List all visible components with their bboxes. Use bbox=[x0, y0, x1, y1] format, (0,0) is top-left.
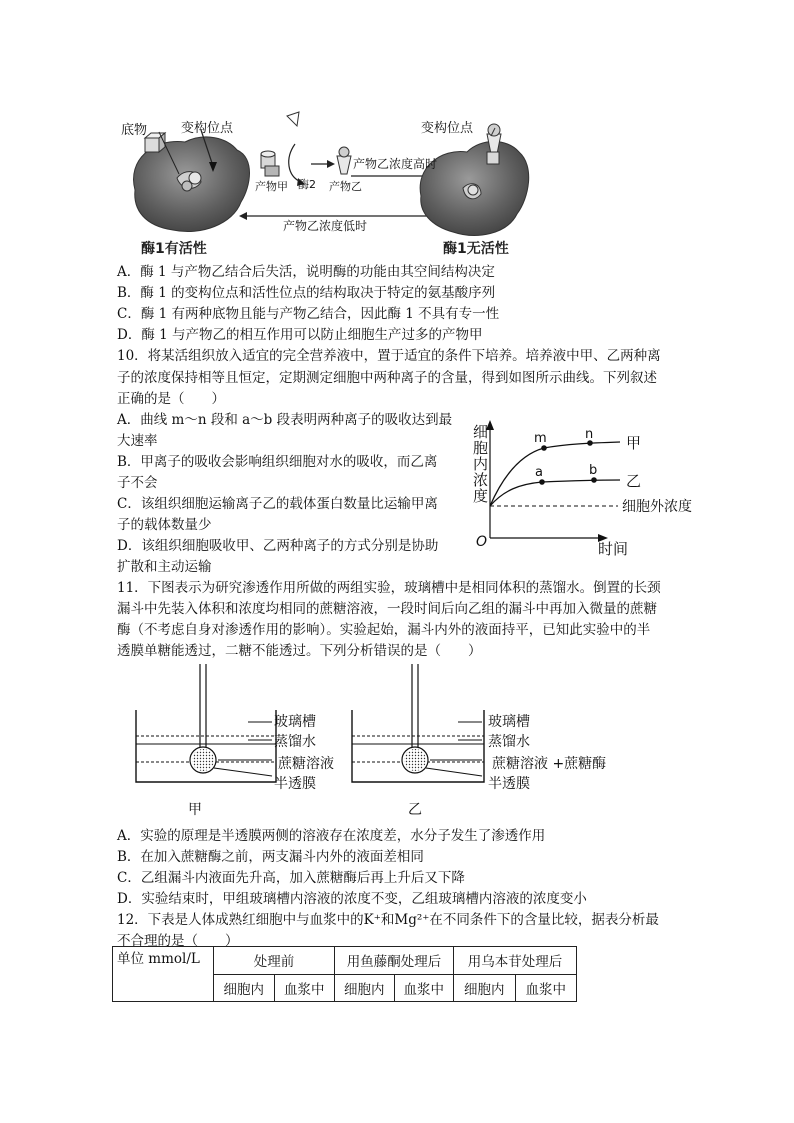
q12-stem-line-2: 不合理的是（ ） bbox=[117, 933, 239, 949]
point-m bbox=[541, 445, 547, 451]
setup-a-label-membrane: 半透膜 bbox=[274, 776, 316, 792]
q10-option-b-line-2: 子不会 bbox=[117, 475, 158, 491]
label-allosteric-right: 变构位点 bbox=[421, 121, 474, 136]
table-subheader: 细胞内 bbox=[454, 974, 516, 1002]
label-product-a: 产物甲 bbox=[255, 180, 288, 193]
q11-stem-line-3: 酶（不考虑自身对渗透作用的影响）。实验起始，漏斗内外的液面持平，已知此实验中的半 bbox=[117, 622, 651, 638]
setup-a-name: 甲 bbox=[188, 802, 202, 818]
series-yi-line bbox=[490, 480, 620, 506]
series-jia-line bbox=[490, 442, 620, 506]
q11-option-a: A．实验的原理是半透膜两侧的溶液存在浓度差，水分子发生了渗透作用 bbox=[117, 828, 546, 844]
point-b bbox=[591, 477, 597, 483]
setup-b-label-water: 蒸馏水 bbox=[488, 734, 530, 750]
q12-stem-line-1: 12．下表是人体成熟红细胞中与血浆中的K⁺和Mg²⁺在不同条件下的含量比较，据表分析最 bbox=[117, 912, 659, 928]
q11-option-b: B．在加入蔗糖酶之前，两支漏斗内外的液面差相同 bbox=[117, 849, 424, 865]
point-label-b: b bbox=[589, 463, 598, 478]
point-label-m: m bbox=[534, 431, 547, 446]
label-allosteric-left: 变构位点 bbox=[181, 121, 234, 136]
point-a bbox=[539, 479, 545, 485]
q11-option-c: C．乙组漏斗内液面先升高，加入蔗糖酶后再上升后又下降 bbox=[117, 870, 465, 886]
q11-stem-line-1: 11．下图表示为研究渗透作用所做的两组实验，玻璃槽中是相同体积的蒸馏水。倒置的长颈 bbox=[117, 580, 661, 596]
q10-option-c-line-2: 子的载体数量少 bbox=[117, 517, 212, 533]
q10-option-a-line-2: 大速率 bbox=[117, 433, 158, 449]
ion-content-table bbox=[112, 946, 577, 1002]
setup-b-label-trough: 玻璃槽 bbox=[488, 714, 530, 730]
series-name-yi: 乙 bbox=[626, 472, 642, 490]
table-subheader: 血浆中 bbox=[394, 974, 454, 1002]
setup-a-label-trough: 玻璃槽 bbox=[274, 714, 316, 730]
table-subheader: 血浆中 bbox=[515, 974, 577, 1002]
ion-concentration-chart bbox=[470, 420, 710, 560]
label-product-b: 产物乙 bbox=[329, 180, 362, 193]
series-name-jia: 甲 bbox=[626, 434, 642, 452]
table-group-rotenone: 用鱼藤酮处理后 bbox=[335, 947, 454, 975]
reference-label: 细胞外浓度 bbox=[622, 499, 692, 515]
q9-option-a: A．酶 1 与产物乙结合后失活，说明酶的功能由其空间结构决定 bbox=[117, 264, 495, 280]
table-group-ouabain: 用乌本苷处理后 bbox=[454, 947, 577, 975]
caption-enzyme-inactive: 酶1无活性 bbox=[443, 241, 509, 257]
label-high-arrow: 产物乙浓度高时 bbox=[353, 157, 438, 171]
chart-y-label: 细胞内浓度 bbox=[471, 424, 489, 504]
table-subheader: 细胞内 bbox=[214, 974, 275, 1002]
caption-enzyme-active: 酶1有活性 bbox=[141, 241, 207, 257]
table-group-before: 处理前 bbox=[214, 947, 335, 975]
q10-stem-line-3: 正确的是（ ） bbox=[117, 391, 225, 407]
q10-option-d-line-2: 扩散和主动运输 bbox=[117, 559, 212, 575]
q10-stem-line-2: 子的浓度保持相等且恒定，定期测定细胞中两种离子的含量，得到如图所示曲线。下列叙述 bbox=[117, 370, 657, 386]
q11-stem-line-2: 漏斗中先装入体积和浓度均相同的蔗糖溶液，一段时间后向乙组的漏斗中再加入微量的蔗糖 bbox=[117, 601, 657, 617]
table-subheader: 血浆中 bbox=[274, 974, 335, 1002]
setup-a-label-water: 蒸馏水 bbox=[274, 734, 316, 750]
label-substrate: 底物 bbox=[121, 123, 148, 138]
q9-option-b: B．酶 1 的变构位点和活性位点的结构取决于特定的氨基酸序列 bbox=[117, 285, 496, 301]
chart-origin: O bbox=[476, 534, 488, 550]
q10-stem-line-1: 10．将某活组织放入适宜的完全营养液中，置于适宜的条件下培养。培养液中甲、乙两种离 bbox=[117, 348, 661, 364]
table-unit-cell: 单位 mmol/L bbox=[113, 947, 214, 1002]
point-label-a: a bbox=[535, 465, 543, 480]
q10-option-d-line-1: D．该组织细胞吸收甲、乙两种离子的方式分别是协助 bbox=[117, 538, 439, 554]
q11-option-d: D．实验结束时，甲组玻璃槽内溶液的浓度不变，乙组玻璃槽内溶液的浓度变小 bbox=[117, 891, 587, 907]
enzyme-figure bbox=[115, 108, 535, 260]
setup-b-name: 乙 bbox=[408, 802, 422, 818]
substrate-cube bbox=[145, 138, 159, 152]
label-enzyme2: 酶2 bbox=[298, 178, 316, 191]
q11-stem-line-4: 透膜单糖能透过，二糖不能透过。下列分析错误的是（ ） bbox=[117, 643, 482, 659]
q10-option-a-line-1: A．曲线 m～n 段和 a～b 段表明两种离子的吸收达到最 bbox=[117, 412, 453, 428]
setup-a-label-sucrose: 蔗糖溶液 bbox=[278, 756, 334, 772]
setup-b-label-membrane: 半透膜 bbox=[488, 776, 530, 792]
chart-x-label: 时间 bbox=[598, 540, 629, 558]
point-label-n: n bbox=[585, 427, 594, 442]
q9-option-d: D．酶 1 与产物乙的相互作用可以防止细胞生产过多的产物甲 bbox=[117, 327, 483, 343]
label-low-arrow: 产物乙浓度低时 bbox=[283, 219, 368, 233]
q10-option-b-line-1: B．甲离子的吸收会影响组织细胞对水的吸收，而乙离 bbox=[117, 454, 438, 470]
table-header-row bbox=[113, 947, 577, 975]
setup-b-label-sucrose-enzyme: 蔗糖溶液 +蔗糖酶 bbox=[492, 756, 607, 772]
table-subheader: 细胞内 bbox=[335, 974, 395, 1002]
q10-option-c-line-1: C．该组织细胞运输离子乙的载体蛋白数量比运输甲离 bbox=[117, 496, 438, 512]
q9-option-c: C．酶 1 有两种底物且能与产物乙结合，因此酶 1 不具有专一性 bbox=[117, 306, 500, 322]
